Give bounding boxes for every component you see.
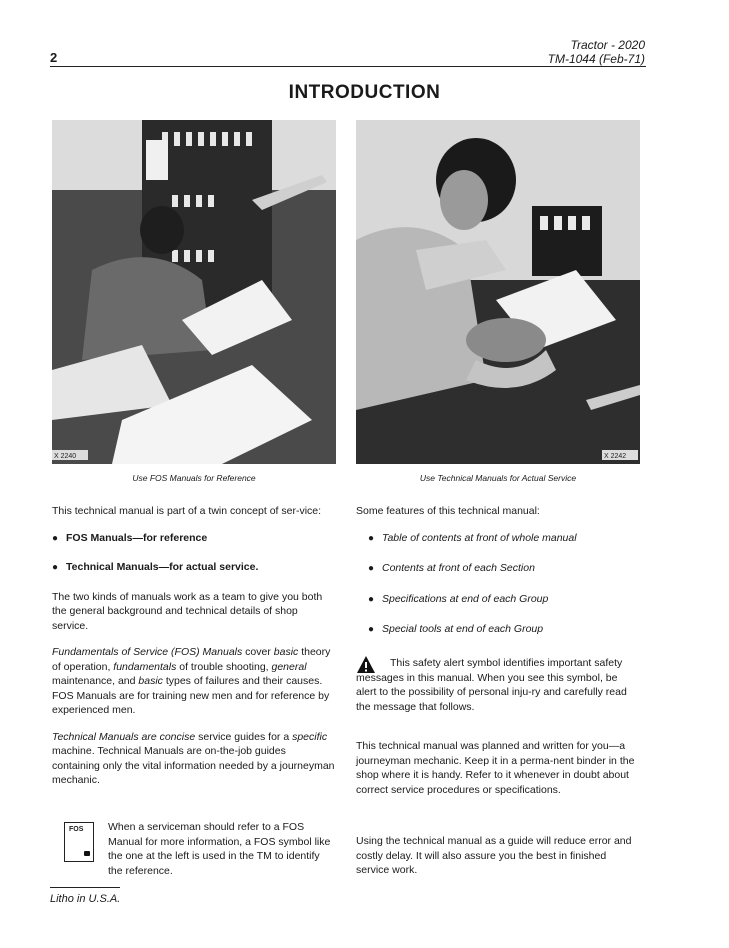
- fos-note: When a serviceman should refer to a FOS Manual for more information, a FOS symbol like the one at the left is used in the TM to identify the reference.: [108, 821, 331, 877]
- fos-symbol-label: FOS: [69, 826, 84, 833]
- photo-fos-reference: [52, 120, 336, 464]
- photo-fos-reference-image: [52, 120, 336, 464]
- guide-paragraph: Using the technical manual as a guide will reduce error and costly delay. It will also assure you the best in finished service work.: [356, 835, 632, 876]
- bullet-dot-icon: ●: [368, 593, 375, 605]
- bullet-fos: [52, 531, 336, 547]
- features-intro: Some features of this technical manual:: [356, 505, 540, 517]
- photo-technical-service: [356, 120, 640, 464]
- footer-litho: Litho in U.S.A.: [50, 893, 121, 905]
- fos-paragraph: Fundamentals of Service (FOS) Manuals cover basic theory of operation, fundamentals of trouble shooting, general maintenance, and basic types of failures and their causes. FOS Manuals are for training new men and for reference by experienced men.: [52, 646, 331, 716]
- bullet-technical: [52, 560, 336, 576]
- bullet-dot-icon: ●: [52, 562, 59, 573]
- photo-tag-right: X 2242: [604, 453, 627, 460]
- caption-left: Use FOS Manuals for Reference: [132, 473, 256, 483]
- bullet-dot-icon: ●: [368, 624, 375, 635]
- fos-symbol-icon: [64, 822, 94, 862]
- bullet-dot-icon: ●: [368, 532, 375, 544]
- page-title: INTRODUCTION: [288, 82, 441, 103]
- feature-item: ● Special tools at end of each Group: [356, 622, 640, 638]
- feature-item: ● Table of contents at front of whole manual: [356, 531, 640, 547]
- caption-right: Use Technical Manuals for Actual Service: [419, 473, 577, 483]
- right-column: [356, 504, 640, 638]
- page-number: 2: [50, 50, 58, 65]
- tm-paragraph: Technical Manuals are concise service guides for a specific machine. Technical Manuals are on-the-job guides containing only the vital information needed by a journeyman mechanic.: [52, 730, 335, 786]
- photo-technical-service-image: [356, 120, 640, 464]
- safety-note: This safety alert symbol identifies important safety messages in this manual. When you see this symbol, be alert to the possibility of personal inju-ry and carefully read the message that follows.: [356, 657, 627, 713]
- feature-item: ● Specifications at end of each Group: [356, 592, 640, 608]
- feature-item: ● Contents at front of each Section: [356, 561, 640, 577]
- planned-paragraph: This technical manual was planned and written for you—a journeyman mechanic. Keep it in a perma-nent binder in the shop where it is handy. Refer to it whenever in doubt about correct service procedures or specifications.: [356, 740, 635, 796]
- header-rule: [50, 66, 646, 67]
- photo-tag-left: X 2240: [54, 453, 77, 460]
- intro-paragraph: This technical manual is part of a twin concept of ser-vice:: [52, 505, 322, 517]
- manual-model: Tractor - 2020: [570, 38, 645, 52]
- footer-rule: [50, 887, 120, 888]
- left-column: [52, 504, 336, 788]
- bullet-dot-icon: ●: [52, 532, 59, 544]
- team-paragraph: The two kinds of manuals work as a team to give you both the general background and technical details of shop service.: [52, 590, 323, 632]
- bullet-technical-text: Technical Manuals—for actual service.: [66, 561, 259, 573]
- bullet-fos-text: FOS Manuals—for reference: [66, 531, 208, 544]
- bullet-dot-icon: ●: [368, 563, 375, 574]
- manual-id: TM-1044 (Feb-71): [547, 52, 645, 66]
